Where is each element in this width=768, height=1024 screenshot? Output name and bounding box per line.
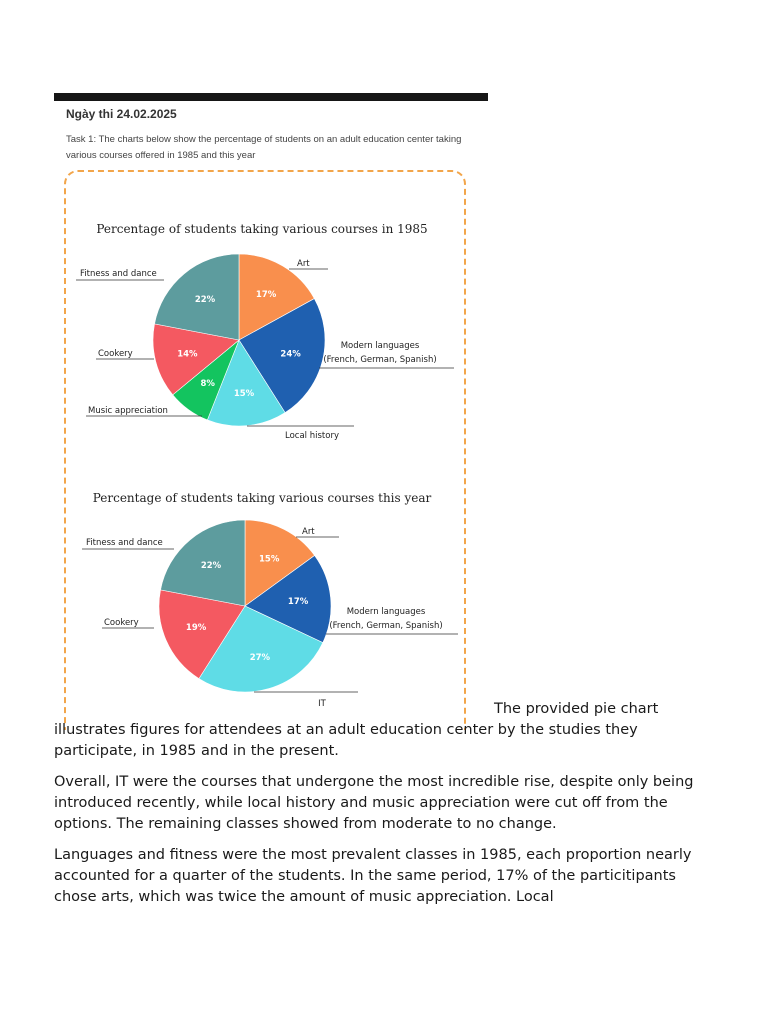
pie-1985-label-local-history: Local history bbox=[285, 431, 339, 441]
pie-this-year-label-it: IT bbox=[318, 699, 326, 709]
pie-this-year-pct-cookery: 19% bbox=[185, 623, 207, 634]
pie-1985-pct-cookery: 14% bbox=[177, 349, 198, 360]
pie-this-year-pct-it: 27% bbox=[249, 653, 271, 664]
task-description: Task 1: The charts below show the percentage of students on an adult education center taking various courses offered in 1985 and this year bbox=[66, 134, 462, 161]
pie-1985-pct-modern-languages: 24% bbox=[280, 349, 301, 360]
pie-1985-pct-music-appreciation: 8% bbox=[200, 379, 215, 390]
pie-1985-pct-local-history: 15% bbox=[233, 389, 255, 400]
exam-date-heading: Ngày thi 24.02.2025 bbox=[66, 107, 177, 121]
chart-1985-title: Percentage of students taking various courses in 1985 bbox=[96, 222, 428, 236]
pie-this-year-pct-fitness-and-dance: 22% bbox=[200, 560, 222, 571]
pie-this-year-pct-art: 15% bbox=[259, 554, 280, 565]
pie-1985-pct-art: 17% bbox=[255, 290, 277, 301]
pie-1985-label-art: Art bbox=[297, 259, 310, 269]
pie-charts-figure bbox=[64, 170, 466, 715]
pie-this-year-sublabel-modern-languages: (French, German, Spanish) bbox=[329, 621, 443, 631]
pie-1985-label-fitness-and-dance: Fitness and dance bbox=[80, 269, 157, 279]
essay-body bbox=[54, 699, 694, 918]
pie-1985-label-cookery: Cookery bbox=[98, 349, 133, 359]
pie-1985-label-modern-languages: Modern languages bbox=[340, 341, 420, 351]
essay-paragraph-2: Overall, IT were the courses that undergone the most incredible rise, despite only being introduced recently, while local history and music appreciation were cut off from the options. The remaining classes showed from moderate to no change. bbox=[54, 774, 694, 832]
pie-this-year-label-cookery: Cookery bbox=[104, 618, 139, 628]
essay-paragraph-3: Languages and fitness were the most prevalent classes in 1985, each proportion nearly accounted for a quarter of the students. In the same period, 17% of the particitipants chose arts, which was twice the amount of music appreciation. Local bbox=[54, 847, 692, 905]
pie-1985 bbox=[76, 254, 454, 441]
pie-1985-label-music-appreciation: Music appreciation bbox=[88, 406, 168, 416]
pie-this-year bbox=[82, 520, 458, 709]
pie-this-year-label-fitness-and-dance: Fitness and dance bbox=[86, 538, 163, 548]
essay-paragraph-1: The provided pie chart illustrates figures for attendees at an adult education center by the studies they participate, in 1985 and in the present. bbox=[54, 701, 659, 759]
pie-this-year-label-art: Art bbox=[302, 527, 315, 537]
pie-1985-sublabel-modern-languages: (French, German, Spanish) bbox=[323, 355, 437, 365]
pie-1985-pct-fitness-and-dance: 22% bbox=[194, 294, 216, 305]
pie-this-year-label-modern-languages: Modern languages bbox=[346, 607, 426, 617]
top-divider-bar bbox=[54, 93, 488, 101]
pie-this-year-pct-modern-languages: 17% bbox=[287, 597, 309, 607]
chart-now-title: Percentage of students taking various courses this year bbox=[92, 491, 432, 505]
